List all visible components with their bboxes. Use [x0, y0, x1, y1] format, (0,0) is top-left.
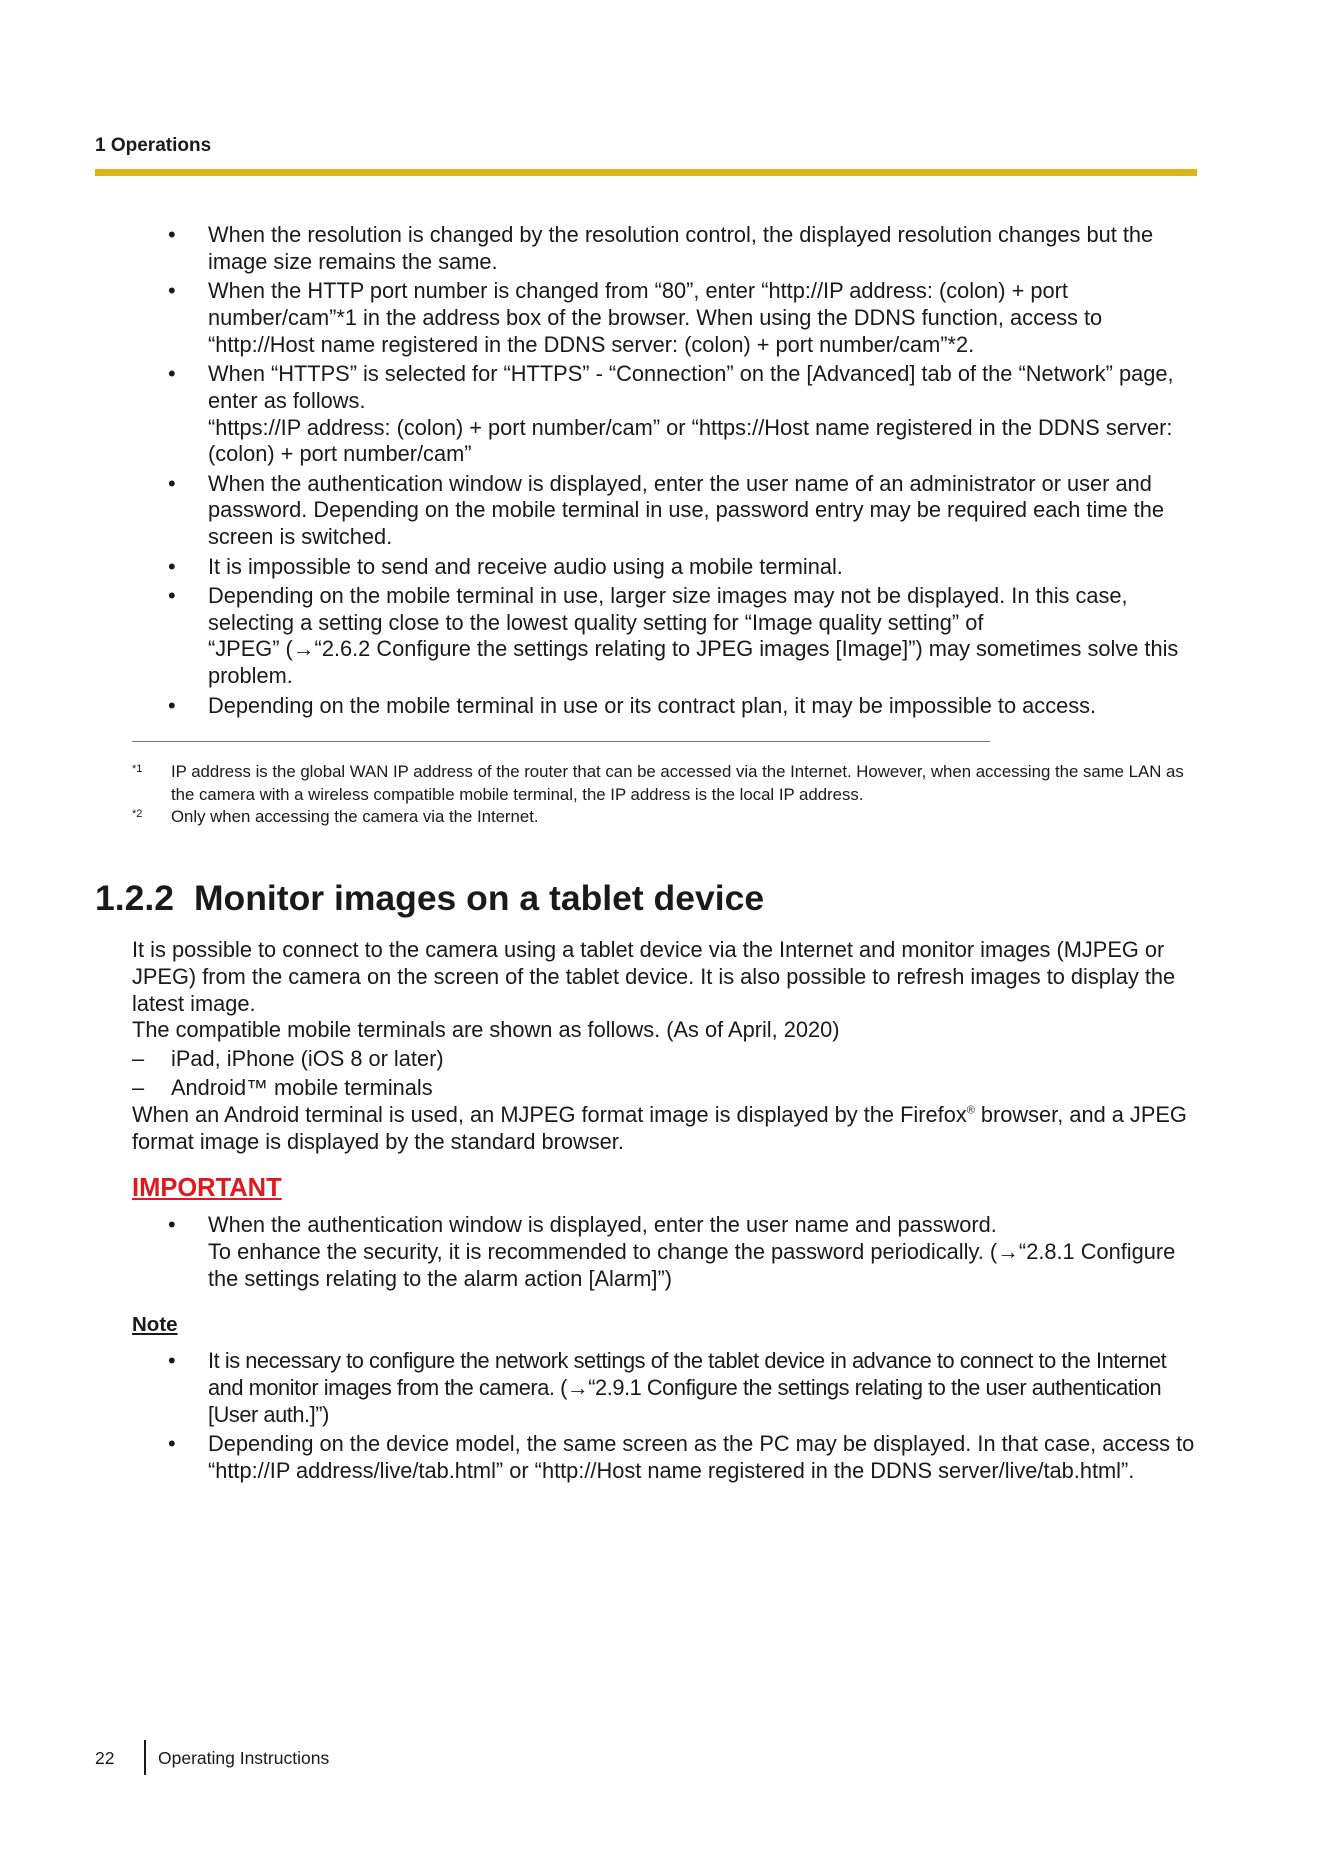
footer-divider: [144, 1740, 146, 1775]
bullet-icon: •: [168, 1348, 176, 1373]
bullet-icon: •: [168, 222, 176, 247]
dash-icon: –: [132, 1074, 145, 1100]
list-item: – iPad, iPhone (iOS 8 or later): [132, 1046, 444, 1072]
bullet-icon: •: [168, 582, 176, 608]
header-rule: [95, 169, 1197, 176]
bullet-icon: •: [168, 553, 176, 579]
section-title: Monitor images on a tablet device: [193, 878, 765, 918]
list-item: • Depending on the mobile terminal in use, larger size images may not be displayed. In this case, selecting a setting close to the lowest quality setting for “Image quality setting” of “JPEG” (→“2.6.2 Configure the settings relating to JPEG images [Image]”) may sometimes solve this problem.: [168, 582, 1179, 689]
footnotes: [132, 761, 1197, 829]
list-item: • When “HTTPS” is selected for “HTTPS” - “Connection” on the [Advanced] tab of the “Network” page, enter as follows. “https://IP address: (colon) + port number/cam” or “https://Host name registered in the DDNS server: (colon) + port number/cam”: [168, 360, 1174, 467]
list-item: • Depending on the device model, the same screen as the PC may be displayed. In that case, access to “http://IP address/live/tab.html” or “http://Host name registered in the DDNS server/live/tab.html”.: [168, 1430, 1195, 1483]
bullet-icon: •: [168, 278, 176, 304]
intro-paragraph: When an Android terminal is used, an MJPEG format image is displayed by the Firefox® browser, and a JPEG format image is displayed by the standard browser.: [132, 1101, 1187, 1154]
intro-paragraph: The compatible mobile terminals are shown as follows. (As of April, 2020): [132, 1017, 840, 1043]
footnote-divider: [132, 741, 990, 742]
note-list: [168, 1348, 1200, 1487]
footnote: *1 IP address is the global WAN IP address of the router that can be accessed via the Internet. However, when accessing the same LAN as the camera with a wireless compatible mobile terminal, the IP address is the local IP address.: [132, 762, 1184, 804]
upper-bullet-list: [168, 222, 1200, 722]
bullet-icon: •: [168, 1212, 176, 1237]
bullet-icon: •: [168, 692, 176, 718]
list-item: • When the resolution is changed by the resolution control, the displayed resolution changes but the image size remains the same.: [168, 222, 1154, 274]
footnote: *2 Only when accessing the camera via the Internet.: [132, 807, 539, 826]
important-list: [168, 1212, 1200, 1295]
list-item: • It is impossible to send and receive audio using a mobile terminal.: [168, 553, 843, 579]
page-number: 22: [95, 1748, 115, 1768]
bullet-icon: •: [168, 470, 176, 496]
note-heading: Note: [132, 1313, 178, 1336]
section-number: 1.2.2: [95, 878, 174, 918]
list-item: – Android™ mobile terminals: [132, 1074, 433, 1100]
dash-icon: –: [132, 1046, 145, 1072]
bullet-icon: •: [168, 1430, 176, 1456]
list-item: • When the authentication window is displayed, enter the user name of an administrator or user and password. Depending on the mobile terminal in use, password entry may be required each time the screen is switched.: [168, 470, 1164, 550]
section-intro: [132, 937, 1200, 1155]
bullet-icon: •: [168, 360, 176, 386]
intro-paragraph: It is possible to connect to the camera using a tablet device via the Internet and monitor images (MJPEG or JPEG) from the camera on the screen of the tablet device. It is also possible to refresh images to display the latest image.: [132, 937, 1176, 1016]
important-heading: IMPORTANT: [132, 1174, 282, 1202]
list-item: • Depending on the mobile terminal in use or its contract plan, it may be impossible to access.: [168, 692, 1097, 718]
list-item: • It is necessary to configure the network settings of the tablet device in advance to connect to the Internet and monitor images from the camera. (→“2.9.1 Configure the settings relating to the user authentication [User auth.]”): [168, 1348, 1167, 1427]
list-item: • When the HTTP port number is changed from “80”, enter “http://IP address: (colon) + port number/cam”*1 in the address box of the browser. When using the DDNS function, access to “http://Host name registered in the DDNS server: (colon) + port number/cam”*2.: [168, 278, 1103, 357]
list-item: • When the authentication window is displayed, enter the user name and password. To enhance the security, it is recommended to change the password periodically. (→“2.8.1 Configure the settings relating to the alarm action [Alarm]”): [168, 1212, 1176, 1291]
footer-label: Operating Instructions: [158, 1748, 330, 1768]
page-header-title: 1 Operations: [95, 135, 212, 156]
section-heading: [95, 878, 764, 919]
